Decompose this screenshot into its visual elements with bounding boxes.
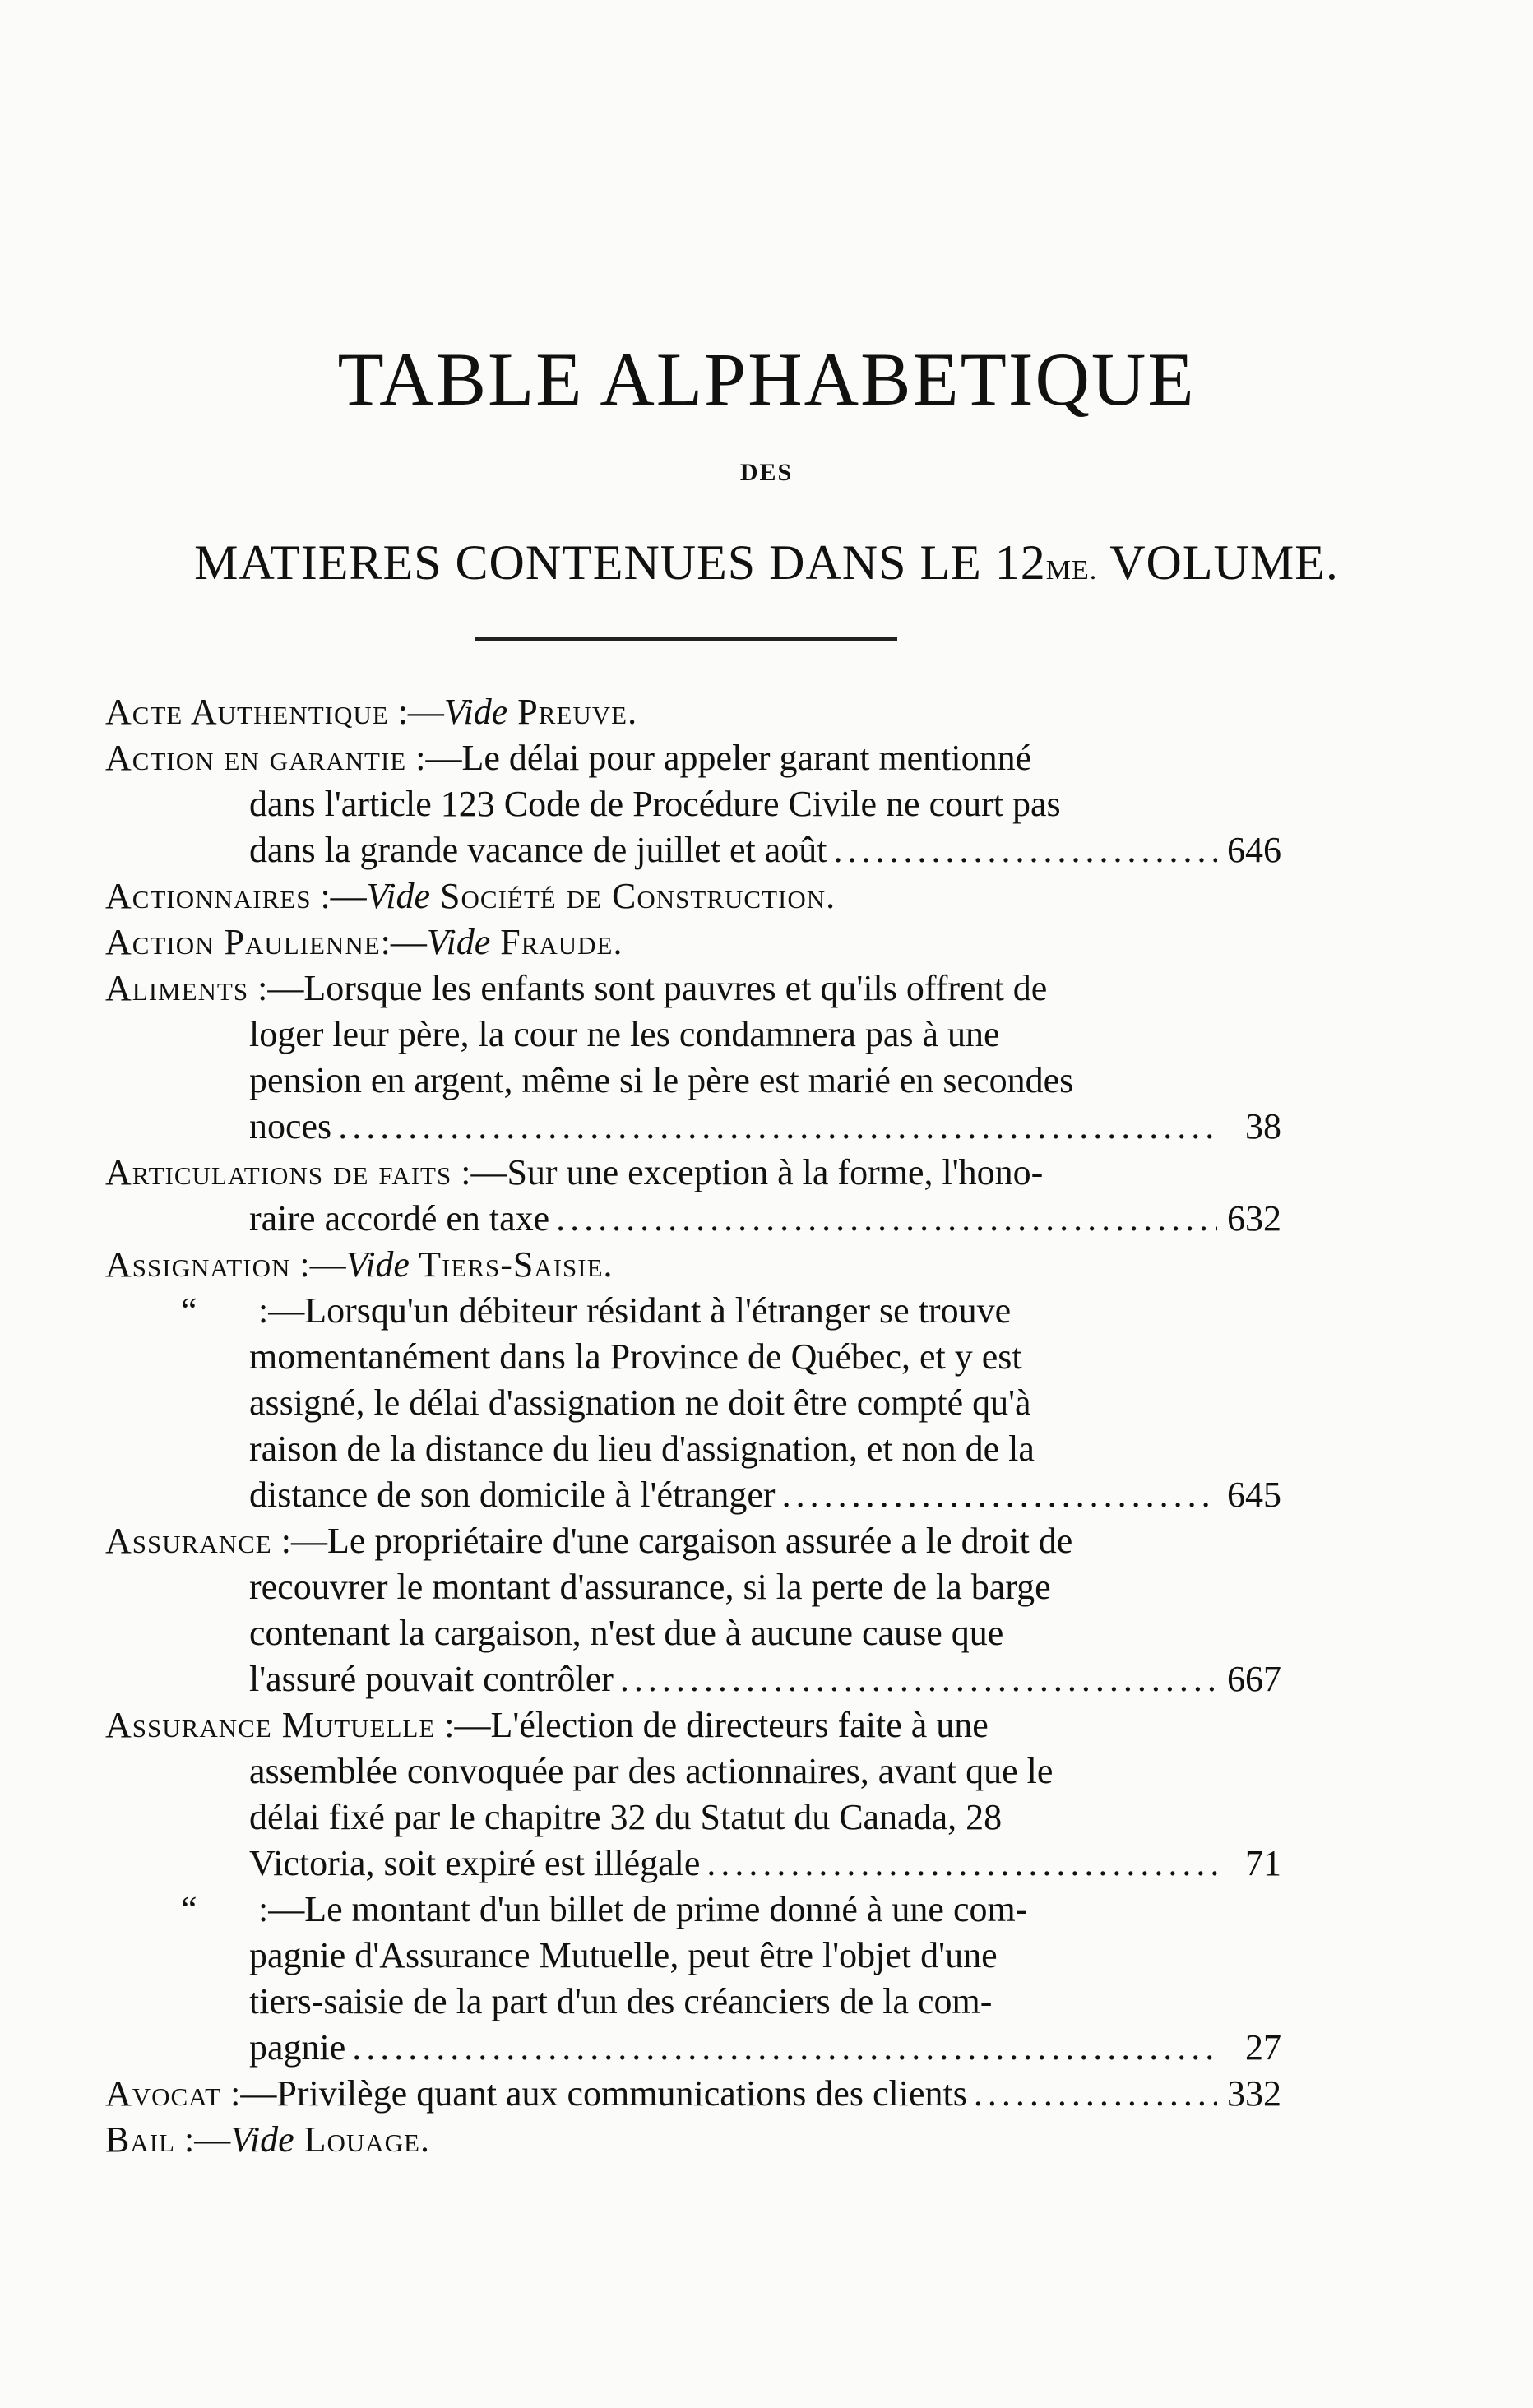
- page-title: TABLE ALPHABETIQUE: [337, 337, 1196, 421]
- page-number: 27: [1245, 2027, 1281, 2068]
- dot-leader: [352, 2025, 1217, 2071]
- subtitle-main: MATIERES CONTENUES DANS LE 12: [194, 535, 1046, 590]
- entry-text: assemblée convoquée par des actionnaires, avant que le: [249, 1751, 1054, 1791]
- entry-heading: Acte Authentique: [105, 692, 389, 732]
- entry-text: pension en argent, même si le père est marié en secondes: [249, 1060, 1074, 1100]
- index-entry-bail: [105, 2117, 1281, 2163]
- title-connector: DES: [739, 459, 794, 486]
- entry-separator: :—: [311, 876, 367, 916]
- ditto-mark: “: [181, 1290, 197, 1331]
- entry-heading: Bail: [105, 2119, 175, 2160]
- entry-heading: Assignation: [105, 1244, 291, 1285]
- page-number: 71: [1245, 1843, 1281, 1883]
- dot-leader: [782, 1472, 1217, 1518]
- entry-separator: :—: [388, 692, 444, 732]
- index-entry-avocat: [105, 2071, 1281, 2117]
- entry-text: Victoria, soit expiré est illégale: [249, 1843, 701, 1883]
- entry-heading: Assurance: [105, 1521, 272, 1561]
- entry-text: :—Sur une exception à la forme, l'hono-: [452, 1152, 1044, 1192]
- entry-text: l'assuré pouvait contrôler: [249, 1659, 614, 1699]
- cross-reference: Tiers-Saisie.: [409, 1244, 614, 1285]
- title-rule: [475, 637, 897, 641]
- entry-text: :—Le montant d'un billet de prime donné à une com-: [249, 1889, 1028, 1929]
- entry-text: :—Lorsqu'un débiteur résidant à l'étranger se trouve: [249, 1290, 1012, 1331]
- entry-separator: :—: [175, 2119, 231, 2160]
- entry-text: :—L'élection de directeurs faite à une: [435, 1705, 989, 1745]
- page-number: 632: [1227, 1198, 1281, 1239]
- entry-heading: Articulations de faits: [105, 1152, 452, 1192]
- entry-text: noces: [249, 1106, 332, 1146]
- entry-text: momentanément dans la Province de Québec, et y est: [249, 1336, 1022, 1377]
- index-entries: [105, 689, 1281, 2163]
- index-entry-aliments: [105, 966, 1281, 1150]
- entry-text: distance de son domicile à l'étranger: [249, 1475, 776, 1515]
- index-entry-assurance-mutuelle: [105, 1702, 1281, 2071]
- entry-text: raison de la distance du lieu d'assignation, et non de la: [249, 1429, 1035, 1469]
- subtitle-superscript: ME.: [1045, 555, 1098, 586]
- page-number: 667: [1227, 1659, 1281, 1699]
- cross-reference: Preuve.: [507, 692, 638, 732]
- index-entry-action-paulienne: [105, 919, 1281, 966]
- vide-label: Vide: [426, 922, 491, 962]
- ditto-mark: “: [181, 1889, 197, 1929]
- entry-text: tiers-saisie de la part d'un des créanciers de la com-: [249, 1981, 993, 2021]
- cross-reference: Société de Construction.: [430, 876, 836, 916]
- index-entry-actionnaires: [105, 873, 1281, 919]
- index-entry-assignation: [105, 1242, 1281, 1518]
- entry-text: délai fixé par le chapitre 32 du Statut du Canada, 28: [249, 1797, 1003, 1837]
- index-entry-acte-authentique: [105, 689, 1281, 735]
- dot-leader: [556, 1196, 1217, 1242]
- entry-text: :—Lorsque les enfants sont pauvres et qu'ils offrent de: [248, 968, 1048, 1008]
- cross-reference: Louage.: [294, 2119, 430, 2160]
- entry-text: recouvrer le montant d'assurance, si la perte de la barge: [249, 1567, 1051, 1607]
- entry-text: dans l'article 123 Code de Procédure Civile ne court pas: [249, 784, 1061, 824]
- vide-label: Vide: [345, 1244, 410, 1285]
- entry-text: pagnie: [249, 2027, 346, 2068]
- entry-text: :—Privilège quant aux communications des clients: [221, 2073, 967, 2114]
- entry-heading: Avocat: [105, 2073, 222, 2114]
- index-entry-assurance: [105, 1518, 1281, 1702]
- entry-separator: :—: [290, 1244, 346, 1285]
- entry-text: raire accordé en taxe: [249, 1198, 550, 1239]
- dot-leader: [974, 2071, 1217, 2117]
- entry-text: contenant la cargaison, n'est due à aucune cause que: [249, 1613, 1004, 1653]
- vide-label: Vide: [230, 2119, 294, 2160]
- page-subtitle: [0, 535, 1533, 591]
- vide-label: Vide: [443, 692, 508, 732]
- entry-line: [105, 2071, 967, 2117]
- entry-heading: Aliments: [105, 968, 249, 1008]
- vide-label: Vide: [366, 876, 431, 916]
- page-number: 646: [1227, 830, 1281, 870]
- subtitle-end: VOLUME.: [1097, 535, 1339, 590]
- entry-text: loger leur père, la cour ne les condamnera pas à une: [249, 1014, 1000, 1054]
- dot-leader: [833, 827, 1217, 873]
- entry-text: :—Le délai pour appeler garant mentionné: [406, 738, 1032, 778]
- dot-leader: [706, 1841, 1217, 1887]
- dot-leader: [620, 1656, 1217, 1702]
- page-number: 38: [1245, 1106, 1281, 1146]
- entry-heading: Actionnaires: [105, 876, 312, 916]
- dot-leader: [338, 1104, 1217, 1150]
- index-entry-articulations-de-faits: [105, 1150, 1281, 1242]
- entry-separator: :—: [380, 922, 427, 962]
- cross-reference: Fraude.: [490, 922, 623, 962]
- page-number: 332: [1227, 2073, 1281, 2114]
- entry-heading: Assurance Mutuelle: [105, 1705, 436, 1745]
- index-entry-action-en-garantie: [105, 735, 1281, 873]
- entry-heading: Action Paulienne: [105, 922, 381, 962]
- entry-text: assigné, le délai d'assignation ne doit être compté qu'à: [249, 1382, 1031, 1423]
- entry-text: pagnie d'Assurance Mutuelle, peut être l'objet d'une: [249, 1935, 998, 1975]
- entry-text: dans la grande vacance de juillet et août: [249, 830, 827, 870]
- page-number: 645: [1227, 1475, 1281, 1515]
- entry-text: :—Le propriétaire d'une cargaison assurée a le droit de: [271, 1521, 1073, 1561]
- entry-heading: Action en garantie: [105, 738, 407, 778]
